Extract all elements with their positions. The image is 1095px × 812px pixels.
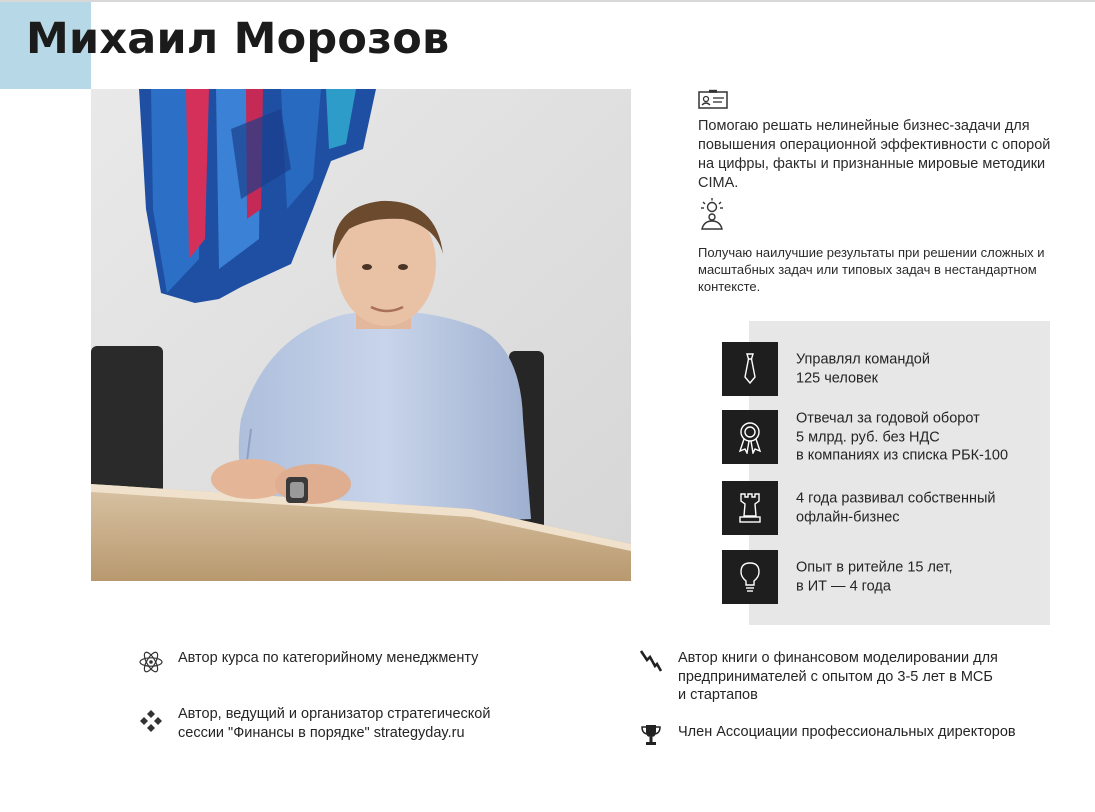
portrait-photo [91,89,631,581]
id-card-icon [698,89,728,114]
page-title: Михаил Морозов [26,14,450,64]
achievement-text: Член Ассоциации профессиональных директоров [678,724,1016,740]
chess-rook-icon [722,481,778,535]
achievement-session [138,705,578,745]
achievement-text: Автор, ведущий и организатор стратегической сессии "Финансы в порядке" strategyday.ru [178,706,491,741]
lightning-icon [638,649,664,675]
trophy-icon [638,723,664,749]
stat-text: 4 года развивал собственный офлайн-бизнес [796,490,996,525]
achievement-association [638,723,1078,749]
achievement-course [138,649,558,675]
award-ribbon-icon [722,410,778,464]
stat-team [722,342,1062,396]
stat-turnover [722,410,1062,464]
stat-text: Отвечал за годовой оборот 5 млрд. руб. без НДС в компаниях из списка РБК-100 [796,410,1009,464]
stat-text: Управлял командой 125 человек [796,351,930,386]
stat-experience [722,550,1062,604]
intro-text-1: Помогаю решать нелинейные бизнес-задачи для повышения операционной эффективности с опорой на цифры, факты и признанные мировые методики CIMA. [698,118,1051,191]
light-bulb-icon [722,550,778,604]
tie-icon [722,342,778,396]
achievement-book [638,649,1078,707]
achievement-text: Автор книги о финансовом моделировании для предпринимателей с опытом до 3-5 лет в МСБ и стартапов [678,650,998,703]
top-divider [0,0,1095,2]
stat-text: Опыт в ритейле 15 лет, в ИТ — 4 года [796,559,953,594]
achievement-text: Автор курса по категорийному менеджменту [178,650,479,666]
diamond-cluster-icon [138,708,164,734]
intro-text-2: Получаю наилучшие результаты при решении сложных и масштабных задач или типовых задач в нестандартном контексте. [698,245,1045,294]
stat-business [722,481,1062,535]
atom-icon [138,649,164,675]
idea-person-icon [698,198,726,235]
